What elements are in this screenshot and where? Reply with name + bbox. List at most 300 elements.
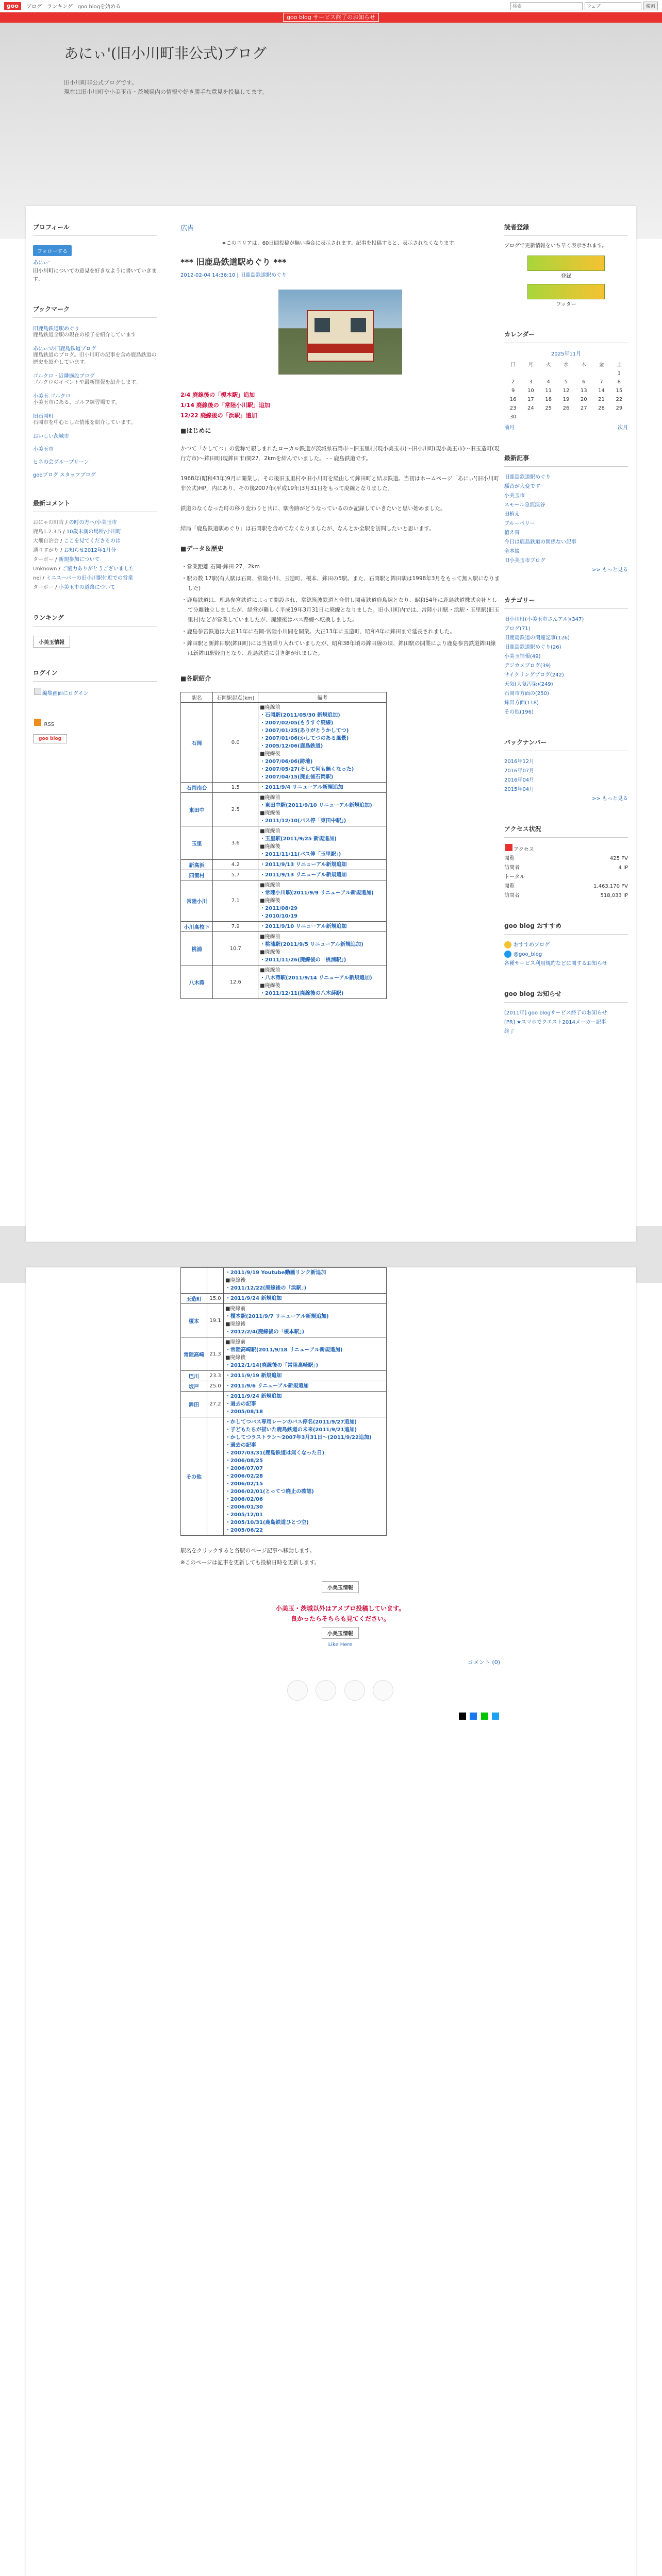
remark-line[interactable]: ・2011/9/13 リニューアル新規追加 [260, 862, 347, 868]
remark-line[interactable]: ・2006/02/01(とってつ廃止の確認) [225, 1489, 314, 1495]
edit-icon [34, 688, 41, 695]
access-value: 518,033 IP [600, 893, 628, 899]
station-remarks [258, 965, 387, 999]
station-remarks [223, 1304, 386, 1337]
follow-item-1[interactable]: おすすめブログ [514, 942, 550, 948]
share-button-4[interactable] [373, 1680, 393, 1701]
station-remarks [223, 1337, 386, 1371]
station-remarks [223, 1392, 386, 1417]
content-wrap-top [26, 206, 636, 1242]
remark-line: ■廃線後 [225, 1355, 246, 1361]
calendar-day: 7 [600, 379, 603, 385]
station-km: 15.0 [207, 1294, 224, 1304]
comment-user[interactable]: Unknown [33, 566, 57, 572]
main-content-continued [180, 1267, 500, 1721]
comment-title[interactable]: の町の方へ/小美玉市 [69, 520, 117, 526]
recent-item[interactable]: 旧鹿島鉄道駅めぐり [504, 474, 551, 480]
recent-heading: 最新記事 [504, 453, 628, 467]
remark-line[interactable]: ・2010/10/19 [260, 913, 298, 919]
recent-widget [504, 453, 628, 575]
bookmark-link[interactable]: ヒネの会グループリーン [33, 460, 89, 465]
station-name[interactable]: 石岡南台 [181, 783, 213, 793]
remark-line[interactable]: ・2012/1/14(廃線後の「常陸高崎駅」) [225, 1363, 319, 1368]
recent-item[interactable]: 植え替 [504, 530, 520, 536]
update-item[interactable]: 2/4 廃線後の「榎本駅」追加 [180, 392, 255, 398]
login-link[interactable]: 編集画面にログイン [42, 691, 89, 697]
bookmark-desc: ゴルクロのイベントや最新情報を紹介します。 [33, 380, 141, 385]
remark-line[interactable]: ・2007/02/05(もうすぐ廃線) [260, 720, 334, 726]
remark-line[interactable]: ・2007/06/06(跡地) [260, 759, 313, 765]
right-sidebar [504, 223, 628, 1057]
station-name[interactable]: その他 [181, 1417, 207, 1536]
goo-blog-badge[interactable]: goo blog [33, 734, 67, 743]
post-title[interactable]: *** 旧鹿島鉄道駅めぐり *** [180, 257, 287, 267]
left-sidebar [33, 223, 157, 764]
backnumber-more[interactable]: >> もっと見る [592, 796, 628, 802]
bookmark-desc: 鹿島鉄道のブログ。旧小川町の記事を含め鹿島鉄道の歴史を紹介しています。 [33, 352, 157, 365]
station-name[interactable]: 玉造町 [181, 1294, 207, 1304]
station-name[interactable]: 石岡 [181, 703, 213, 783]
station-name[interactable]: 榎本 [181, 1304, 207, 1337]
calendar-day [540, 369, 557, 378]
profile-name[interactable]: あにぃ' [33, 260, 50, 266]
table-row [181, 1381, 387, 1392]
reader-text: ブログで更新情報をいち早く表示されます。 [504, 243, 607, 249]
comment-user[interactable]: ターボー [33, 557, 54, 563]
recent-item[interactable]: スモール急流渓谷 [504, 502, 545, 508]
follow-heading: goo blog おすすめ [504, 921, 628, 935]
remark-line[interactable]: ・2006/02/15 [225, 1481, 263, 1487]
calendar-day [610, 413, 628, 421]
login-widget [33, 668, 157, 698]
comment-user[interactable]: 大畑自治会 [33, 538, 59, 544]
station-km [207, 1417, 224, 1536]
category-item[interactable]: 鉾田方面(118) [504, 700, 539, 706]
remark-line[interactable]: ・八木蒔駅(2011/9/14 リニューアル新規追加) [260, 975, 372, 981]
remark-line[interactable]: ・桃浦駅(2011/9/5 リニューアル新規追加) [260, 942, 363, 947]
category-heading: カテゴリー [504, 596, 628, 609]
calendar-day: 30 [509, 414, 517, 420]
calendar-week [504, 378, 628, 386]
station-remarks [223, 1381, 386, 1392]
search-scope-select[interactable]: ウェブ [585, 2, 641, 10]
calendar-day: 29 [616, 405, 623, 411]
rss-icon[interactable] [34, 719, 41, 726]
station-name[interactable] [181, 1268, 207, 1294]
access-widget [504, 824, 628, 901]
section-stations-heading: ■各駅紹介 [180, 675, 211, 682]
backnumber-item[interactable]: 2016年04月 [504, 777, 535, 783]
comment-title[interactable]: お知らせ2012年1月分 [63, 548, 117, 553]
calendar-day: 5 [564, 379, 568, 385]
calendar-day: 4 [547, 379, 550, 385]
search-input[interactable]: 検索 [510, 2, 583, 10]
remark-line[interactable]: ・2011/9/10 リニューアル新規追加 [260, 924, 347, 929]
calendar-prev[interactable]: 前月 [504, 425, 515, 431]
remark-line[interactable]: ・2011/9/4 リニューアル新規追加 [260, 785, 343, 790]
stations-table-header [181, 692, 387, 703]
comment-user[interactable]: 通りすがり [33, 548, 59, 553]
station-remarks [258, 793, 387, 826]
category-item[interactable]: 旧小川町(小美玉市さんアル)(347) [504, 617, 584, 622]
comment-title[interactable]: ミニスーパーの旧小川駅付近での営業 [46, 575, 134, 581]
table-row [181, 932, 387, 965]
access-sub: アクセス [514, 847, 534, 853]
remark-line[interactable]: ・2005/10/31(鹿島鉄道ひとつ空) [225, 1520, 309, 1526]
bookmark-desc: 鹿島鉄道全駅の現在の様子を紹介しています [33, 332, 136, 338]
station-km: 10.7 [213, 932, 258, 965]
follow-button[interactable]: フォローする [33, 245, 72, 256]
remark-line: ■廃線前 [260, 968, 280, 973]
remark-line: ■廃線後 [260, 751, 280, 757]
bookmark-widget [33, 304, 157, 478]
remark-line[interactable]: ・2011/12/11(廃線後の八木蒔駅) [260, 991, 344, 996]
remark-line: ■廃線後 [260, 844, 280, 850]
share-icon[interactable] [492, 1713, 499, 1720]
bookmark-link[interactable]: 旧石岡町 [33, 414, 54, 419]
station-km: 5.7 [213, 870, 258, 880]
remark-line[interactable]: ・過去の記事 [225, 1401, 256, 1407]
reader-banner-2[interactable] [527, 284, 605, 299]
remark-line[interactable]: ・常陸小川駅(2011/9/9 リニューアル新規追加) [260, 890, 374, 896]
bookmark-link[interactable]: あにぃ'の旧鹿島鉄道ブログ [33, 346, 96, 352]
comment-item: 大畑自治会 / ここを見てくださるのは [33, 538, 121, 544]
follow-item-3[interactable]: 各種サービス利用規約などに関するお知らせ [504, 961, 607, 967]
remark-line[interactable]: ・2006/07/07 [225, 1466, 263, 1471]
ad-label: 広告 [180, 225, 194, 232]
category-item[interactable]: その他(196) [504, 709, 534, 715]
recent-item[interactable]: 全本綴 [504, 549, 520, 554]
remark-line[interactable]: ・2006/01/30 [225, 1504, 263, 1510]
share-button-2[interactable] [316, 1680, 336, 1701]
access-label: 閲覧 [504, 884, 515, 889]
blog-desc-line-2: 現在は旧小川町や小美玉市・茨城県内の情報や好き勝手な意見を投稿してます。 [64, 89, 268, 95]
main-content [180, 223, 500, 999]
calendar-weekday: 金 [599, 362, 604, 368]
remark-line[interactable]: ・2007/01/25(ありがとうかしてつ) [260, 728, 349, 734]
comment-link[interactable]: コメント (0) [467, 1659, 500, 1666]
table-row [181, 880, 387, 922]
calendar-day: 25 [545, 405, 552, 411]
goo-logo[interactable]: goo [4, 2, 21, 10]
remark-line[interactable]: ・榎本駅(2011/9/7 リニューアル新規追加) [225, 1314, 329, 1319]
recent-item[interactable]: 今日は鹿島鉄道の関係ない記事 [504, 539, 576, 545]
backnumber-item[interactable]: 2016年12月 [504, 759, 535, 765]
comment-title[interactable]: 新規参加について [58, 557, 100, 563]
rss-widget [33, 719, 157, 743]
category-item[interactable]: 旧鹿島鉄道駅めぐり(26) [504, 645, 561, 650]
remark-line[interactable]: ・2005/08/18 [225, 1409, 263, 1415]
remark-line[interactable]: ・2006/02/06 [225, 1497, 263, 1502]
remark-line[interactable]: ・2011/12/10(バス停「東田中駅」) [260, 818, 346, 824]
nav-start[interactable]: goo blogを始める [77, 4, 121, 10]
recent-item[interactable]: 騒音が大変です [504, 484, 540, 489]
promo-link[interactable]: Like Here [328, 1642, 353, 1648]
station-name[interactable]: 常陸小川 [181, 880, 213, 922]
station-remarks [258, 932, 387, 965]
bookmark-link[interactable]: 小美玉 ゴルクロ [33, 394, 71, 399]
blog-description [64, 78, 598, 97]
calendar-widget [504, 330, 628, 433]
bookmark-link[interactable]: 旧鹿島鉄道駅めぐり [33, 326, 79, 332]
reader-banner-2-label: フッター [556, 302, 576, 308]
comment-title[interactable]: ご協力ありがとうございました [62, 566, 135, 572]
remark-line: ■廃線前 [260, 795, 280, 801]
remark-line[interactable]: ・2005/12/01 [225, 1512, 263, 1518]
service-notice-link[interactable]: goo blog サービス終了のお知らせ [283, 13, 379, 22]
remark-line[interactable]: ・2007/04/15(廃止後石岡駅) [260, 774, 334, 780]
station-km: 25.0 [207, 1381, 224, 1392]
line-icon[interactable] [481, 1713, 488, 1720]
history-item: ・鉾田駅と新鉾田駅(鉾田町)には当初乗り入れていましたが、昭和38年頃の鉾田線の頃、鉾田駅の開業により鹿島参宮鉄道鉾田線は新鉾田駅経由となり、鹿島鉄道に引き継がれました。 [181, 640, 496, 656]
comment-item: ターボー / 新規参加について [33, 557, 100, 563]
comments-widget [33, 499, 157, 592]
calendar-day [592, 369, 610, 378]
nav-blog[interactable]: ブログ [26, 4, 42, 10]
calendar-day: 28 [598, 405, 605, 411]
backnumber-widget [504, 738, 628, 804]
category-item[interactable]: 旧鹿島鉄道の関連記事(126) [504, 635, 570, 641]
station-name[interactable]: 八木蒔 [181, 965, 213, 999]
profile-text: 旧小川町についての意見を好きなように書いていきます。 [33, 268, 157, 282]
calendar-day: 26 [562, 405, 570, 411]
calendar-day: 17 [527, 397, 534, 402]
category-item[interactable]: デジカメブログ(39) [504, 663, 551, 669]
calendar-day: 15 [616, 388, 623, 394]
remark-line: ■廃線前 [260, 883, 280, 888]
remark-line[interactable]: ・かしてつバス専用レーンのバス停名(2011/9/27追加) [225, 1419, 357, 1425]
category-item[interactable]: 天気(大気汚染)(249) [504, 682, 553, 687]
recent-item[interactable]: 小美玉市 [504, 493, 525, 499]
calendar-month: 2025年11月 [551, 351, 582, 357]
category-item[interactable]: 石岡市方面の(250) [504, 691, 549, 697]
th-km: 石岡駅起点(km) [213, 692, 258, 703]
remark-line[interactable]: ・2011/9/19 Youtube動画リンク新追加 [225, 1270, 326, 1276]
nav-ranking[interactable]: ランキング [47, 4, 73, 10]
table-row [181, 1304, 387, 1337]
reader-banner-1[interactable] [527, 256, 605, 271]
access-value: 4 IP [618, 865, 628, 871]
remark-line[interactable]: ・子どもたちが描いた鹿島鉄道の未来(2011/9/21追加) [225, 1427, 357, 1433]
calendar-day: 12 [562, 388, 570, 394]
station-km: 4.2 [213, 860, 258, 870]
comment-title[interactable]: 10歳未満の場所/小川町 [66, 529, 121, 535]
station-name[interactable]: 巴川 [181, 1371, 207, 1381]
rss-label: RSS [44, 722, 55, 727]
info-heading: goo blog お知らせ [504, 989, 628, 1003]
table-row [181, 965, 387, 999]
remark-line[interactable]: ・2011/08/29 [260, 906, 298, 911]
bookmark-item [33, 371, 157, 386]
remark-line[interactable]: ・2012/2/4(廃線後の「榎本駅」) [225, 1329, 305, 1335]
calendar-day [522, 413, 539, 421]
share-button-3[interactable] [344, 1680, 365, 1701]
calendar-table [504, 359, 628, 421]
bookmark-link[interactable]: gooブログ スタッフブログ [33, 472, 96, 478]
bookmark-item [33, 445, 157, 452]
recent-item[interactable]: ブルーベリー [504, 521, 535, 527]
station-name[interactable]: 鉾田 [181, 1392, 207, 1417]
calendar-weekday: 日 [510, 362, 516, 368]
remark-line[interactable]: ・過去の記事 [225, 1443, 256, 1448]
facebook-icon[interactable] [470, 1713, 477, 1720]
calendar-week [504, 369, 628, 378]
access-heading: アクセス状況 [504, 824, 628, 838]
bookmark-link[interactable]: おいしい茨城市 [33, 434, 69, 439]
recent-item[interactable]: 田植え [504, 512, 520, 517]
remark-line[interactable]: ・2007/03/31(鹿島鉄道は無くなった日) [225, 1450, 325, 1456]
calendar-weekdays [504, 359, 628, 369]
station-name[interactable]: 坂戸 [181, 1381, 207, 1392]
remark-line[interactable]: ・常陸高崎駅(2011/9/18 リニューアル新規追加) [225, 1347, 343, 1353]
station-remarks [258, 783, 387, 793]
bookmark-link[interactable]: ゴルクロ・近隣施設ブログ [33, 374, 95, 379]
remark-line[interactable]: ・2011/11/26(廃線後の「桃浦駅」) [260, 957, 346, 963]
station-name[interactable]: 桃浦 [181, 932, 213, 965]
bookmark-item [33, 324, 157, 339]
comment-user[interactable]: ターボー [33, 585, 54, 590]
remark-line[interactable]: ・2006/08/25 [225, 1458, 263, 1464]
station-km: 7.1 [213, 880, 258, 922]
info-item[interactable]: 終了 [504, 1029, 515, 1035]
category-item[interactable]: 小美玉情報(49) [504, 654, 541, 659]
stations-table-continued [180, 1267, 387, 1536]
access-row [504, 882, 628, 891]
bookmark-item [33, 457, 157, 465]
remark-line[interactable]: ・2011/9/13 リニューアル新規追加 [260, 872, 347, 878]
comment-user[interactable]: nei [33, 575, 41, 581]
remark-line[interactable]: ・2011/9/24 新規追加 [225, 1296, 282, 1301]
station-remarks [258, 826, 387, 860]
calendar-day: 24 [527, 405, 534, 411]
station-name[interactable]: 玉里 [181, 826, 213, 860]
station-remarks [223, 1268, 386, 1294]
comment-item: ターボー / 小美玉市の道路について [33, 585, 115, 590]
follow-item-2[interactable]: @goo_blog [514, 952, 542, 957]
station-name[interactable]: 小川高校下 [181, 922, 213, 932]
remark-line: ■廃線後 [260, 950, 280, 955]
remark-line[interactable]: ・2011/11/11(バス停「玉里駅」) [260, 852, 341, 857]
station-remarks [223, 1371, 386, 1381]
calendar-day [575, 413, 592, 421]
comment-user[interactable]: おにゃの町吉 [33, 520, 64, 526]
train-window [315, 318, 330, 332]
x-icon[interactable] [459, 1713, 466, 1720]
update-item[interactable]: 1/14 廃線後の「常陸小川駅」追加 [180, 402, 270, 409]
station-km: 0.0 [213, 703, 258, 783]
remark-line[interactable]: ・2011/9/6 リニューアル新規追加 [225, 1383, 309, 1389]
section-history-heading: ■データ＆歴史 [180, 545, 224, 552]
recent-more[interactable]: >> もっと見る [592, 567, 628, 573]
remark-line[interactable]: ・2011/12/22(廃線後の「浜駅」) [225, 1285, 307, 1291]
info-item[interactable]: [2011年] goo blogサービス終了のお知らせ [504, 1010, 607, 1016]
station-km: 27.2 [207, 1392, 224, 1417]
recent-item[interactable]: 旧小美玉市ブログ [504, 558, 545, 564]
calendar-day: 22 [616, 397, 623, 402]
station-remarks [223, 1294, 386, 1304]
backnumber-item[interactable]: 2016年07月 [504, 768, 535, 774]
remark-line[interactable]: ・2005/12/06(鹿島鉄道) [260, 743, 323, 749]
post-meta[interactable]: 2012-02-04 14:36:10 | 旧鹿島鉄道駅めぐり [180, 273, 287, 278]
search-button[interactable]: 検索 [643, 2, 658, 10]
station-name[interactable]: 東田中 [181, 793, 213, 826]
remark-line: ■廃線前 [260, 828, 280, 834]
remark-line[interactable]: ・2011/9/24 新規追加 [225, 1394, 282, 1399]
update-item[interactable]: 12/22 廃線後の「浜駅」追加 [180, 412, 257, 419]
access-icon [505, 844, 512, 851]
remark-line[interactable]: ・石岡駅(2011/05/30 新規追加) [260, 713, 340, 718]
station-km: 21.3 [207, 1337, 224, 1371]
reader-banner-1-label: 登録 [561, 274, 571, 279]
bookmark-link[interactable]: 小美玉市 [33, 447, 54, 452]
station-name[interactable]: 常陸高崎 [181, 1337, 207, 1371]
remark-line[interactable]: ・2011/9/19 新規追加 [225, 1373, 282, 1379]
blog-desc-line-1: 旧小川町非公式ブログです。 [64, 79, 138, 86]
access-row [504, 873, 628, 882]
comment-title[interactable]: ここを見てくださるのは [63, 538, 121, 544]
category-widget [504, 596, 628, 717]
category-item[interactable]: サイクリングブログ(242) [504, 672, 564, 678]
ranking-banner[interactable]: 小美玉情報 [33, 636, 70, 648]
remark-line[interactable]: ・東田中駅(2011/9/10 リニューアル新規追加) [260, 803, 372, 808]
station-name[interactable]: 新高浜 [181, 860, 213, 870]
station-remarks [258, 870, 387, 880]
social-icons [180, 1713, 500, 1721]
remark-line[interactable]: ・2006/02/28 [225, 1473, 263, 1479]
calendar-day: 1 [617, 370, 621, 376]
table-row [181, 793, 387, 826]
no-post-notice: ※このエリアは、60日間投稿が無い場合に表示されます。記事を投稿すると、表示されなくなります。 [222, 241, 459, 246]
comment-user[interactable]: 鹿島1.2.3.5 [33, 529, 61, 535]
calendar-weekday: 土 [616, 362, 622, 368]
calendar-weekday: 木 [581, 362, 587, 368]
remark-line[interactable]: ・玉里駅(2011/9/25 新規追加) [260, 836, 337, 842]
calendar-next[interactable]: 次月 [618, 425, 628, 431]
blog-title[interactable]: あにぃ'(旧小川町非公式)ブログ [64, 45, 267, 62]
share-buttons [180, 1680, 500, 1702]
category-item[interactable]: ブログ(71) [504, 626, 531, 632]
promo-badge[interactable]: 小美玉情報 [322, 1627, 359, 1639]
share-button-1[interactable] [287, 1680, 308, 1701]
remark-line[interactable]: ・2005/06/22 [225, 1528, 263, 1533]
twitter-icon [504, 951, 511, 958]
recommend-icon [504, 941, 511, 948]
table-row [181, 1268, 387, 1294]
remark-line[interactable]: ・2007/05/27(そして何も無くなった) [260, 767, 354, 772]
comment-item: nei / ミニスーパーの旧小川駅付近での営業 [33, 575, 134, 581]
station-name[interactable]: 四箇村 [181, 870, 213, 880]
promo-badge-top[interactable]: 小美玉情報 [322, 1581, 359, 1593]
table-row [181, 703, 387, 783]
history-list [180, 562, 500, 658]
remark-line: ■廃線前 [225, 1306, 246, 1312]
info-item[interactable]: [PR] ★スマホでクエスト2014メーカー記事 [504, 1020, 606, 1025]
calendar-day: 9 [511, 388, 515, 394]
comment-title[interactable]: 小美玉市の道路について [58, 585, 115, 590]
calendar-heading: カレンダー [504, 330, 628, 343]
calendar-weekday: 水 [563, 362, 569, 368]
recent-list [504, 473, 628, 566]
history-item: ・駅の数 17駅(有人駅は石岡、常陸小川、玉造町、榎本、鉾田の5駅。また、石岡駅と鉾田駅は1998年3月をもって無人駅になりました) [181, 575, 500, 591]
backnumber-item[interactable]: 2015年04月 [504, 787, 535, 792]
calendar-day: 2 [511, 379, 515, 385]
station-km: 3.6 [213, 826, 258, 860]
remark-line[interactable]: ・かしてつラストラン～2007年3月31日～(2011/9/22追加) [225, 1435, 372, 1440]
train-window [351, 318, 366, 332]
bookmark-list [33, 324, 157, 478]
remark-line[interactable]: ・2007/01/06(かしてつのある風景) [260, 736, 349, 741]
station-km: 7.9 [213, 922, 258, 932]
